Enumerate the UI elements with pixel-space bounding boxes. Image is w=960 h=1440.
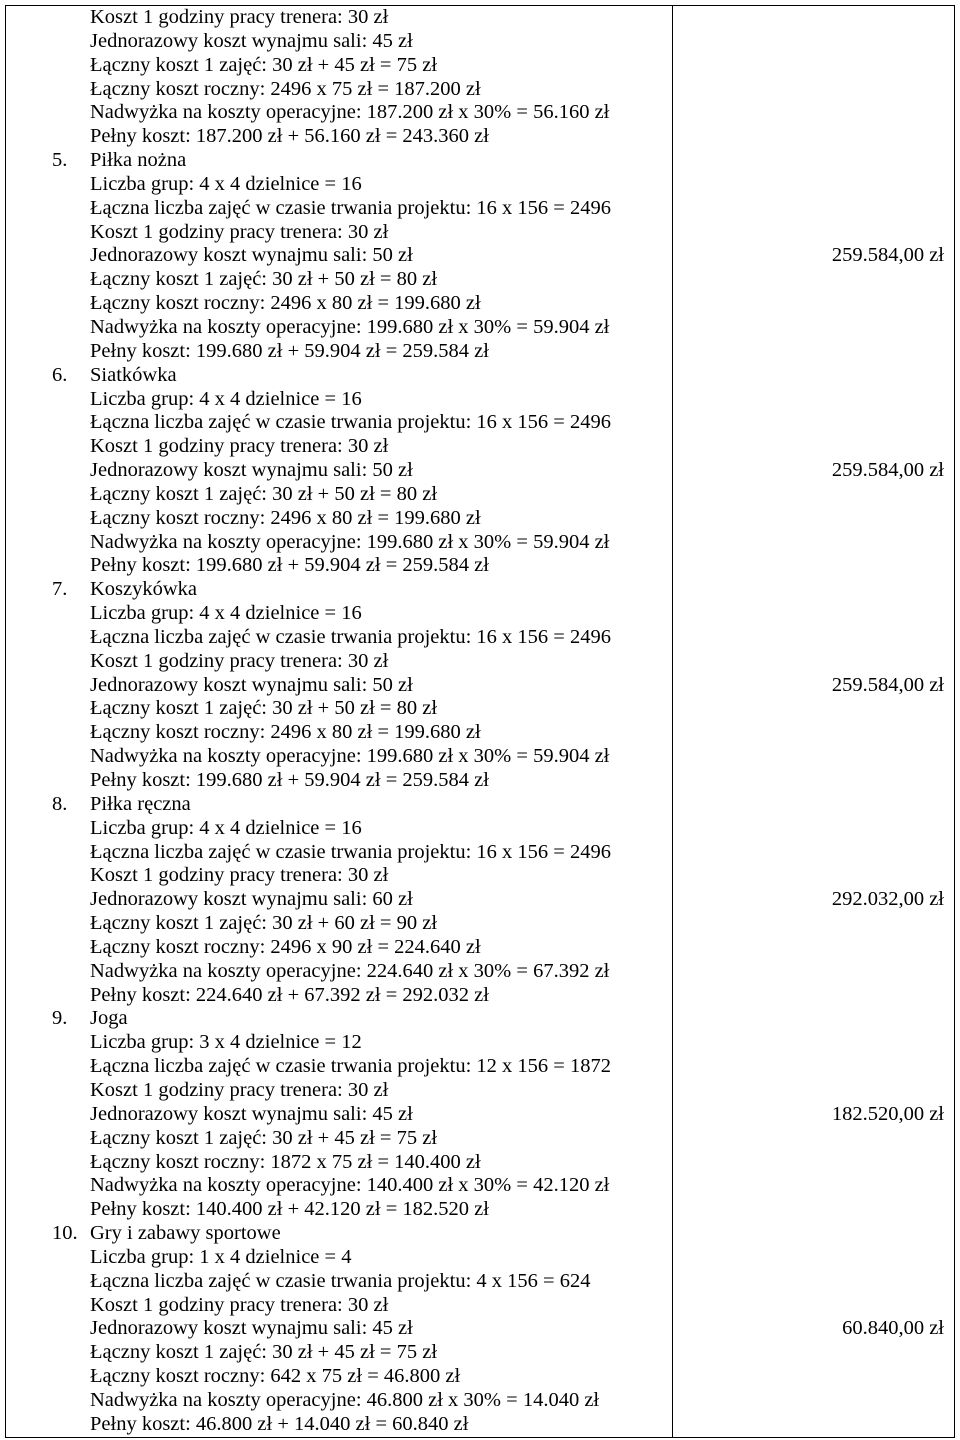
item-number: 10. (52, 1222, 78, 1245)
item-title: Gry i zabawy sportowe (90, 1222, 281, 1245)
calc-line: Jednorazowy koszt wynajmu sali: 45 zł (90, 1317, 413, 1340)
item-number: 8. (52, 792, 68, 815)
calc-line: Łączny koszt roczny: 642 x 75 zł = 46.800 zł (90, 1365, 461, 1388)
item-heading (6, 364, 672, 388)
calc-line: Nadwyżka na koszty operacyjne: 199.680 zł x 30% = 59.904 zł (90, 315, 610, 338)
calc-line: Liczba grup: 4 x 4 dzielnice = 16 (90, 816, 362, 839)
calc-line: Łączny koszt roczny: 2496 x 75 zł = 187.200 zł (90, 77, 481, 100)
item-title: Piłka nożna (90, 149, 187, 172)
calc-line: Pełny koszt: 46.800 zł + 14.040 zł = 60.840 zł (90, 1412, 469, 1435)
calc-line: Łączna liczba zajęć w czasie trwania projektu: 16 x 156 = 2496 (90, 840, 611, 863)
amount-cell (673, 149, 954, 364)
cost-item (6, 793, 954, 1008)
calc-line: Pełny koszt: 199.680 zł + 59.904 zł = 259.584 zł (90, 554, 489, 577)
calc-line: Pełny koszt: 199.680 zł + 59.904 zł = 259.584 zł (90, 339, 489, 362)
calc-line: Pełny koszt: 140.400 zł + 42.120 zł = 182.520 zł (90, 1198, 489, 1221)
description-cell (6, 1222, 673, 1437)
calc-line: Łączna liczba zajęć w czasie trwania projektu: 4 x 156 = 624 (90, 1269, 591, 1292)
calc-line: Nadwyżka na koszty operacyjne: 140.400 zł x 30% = 42.120 zł (90, 1174, 610, 1197)
calc-line: Nadwyżka na koszty operacyjne: 46.800 zł x 30% = 14.040 zł (90, 1388, 600, 1411)
calc-line: Łączny koszt 1 zajęć: 30 zł + 60 zł = 90 zł (90, 912, 438, 935)
calc-line: Łączny koszt roczny: 1872 x 75 zł = 140.400 zł (90, 1150, 481, 1173)
amount-cell (673, 364, 954, 579)
calc-line: Łączny koszt roczny: 2496 x 80 zł = 199.680 zł (90, 721, 481, 744)
item-heading (6, 1007, 672, 1031)
description-cell (6, 1007, 673, 1222)
item-number: 5. (52, 149, 68, 172)
calc-line: Liczba grup: 4 x 4 dzielnice = 16 (90, 172, 362, 195)
item-amount: 259.584,00 zł (831, 244, 944, 267)
item-amount: 182.520,00 zł (831, 1102, 944, 1125)
description-cell (6, 149, 673, 364)
calc-line: Łączny koszt roczny: 2496 x 80 zł = 199.680 zł (90, 506, 481, 529)
item-amount: 259.584,00 zł (831, 673, 944, 696)
calc-line: Łączny koszt 1 zajęć: 30 zł + 50 zł = 80 zł (90, 697, 438, 720)
calc-line: Łączna liczba zajęć w czasie trwania projektu: 16 x 156 = 2496 (90, 196, 611, 219)
calc-line: Jednorazowy koszt wynajmu sali: 60 zł (90, 888, 413, 911)
item-title: Piłka ręczna (90, 792, 191, 815)
calc-line: Pełny koszt: 187.200 zł + 56.160 zł = 243.360 zł (90, 125, 489, 148)
cost-item (6, 578, 954, 793)
item-number: 7. (52, 578, 68, 601)
description-cell (6, 364, 673, 579)
item-amount: 60.840,00 zł (842, 1317, 944, 1340)
cost-item (6, 1007, 954, 1222)
item-heading (6, 578, 672, 602)
calc-line: Łączny koszt roczny: 2496 x 80 zł = 199.680 zł (90, 292, 481, 315)
description-cell (6, 578, 673, 793)
calc-line: Łączny koszt 1 zajęć: 30 zł + 50 zł = 80 zł (90, 482, 438, 505)
calc-line: Łączny koszt 1 zajęć: 30 zł + 50 zł = 80 zł (90, 268, 438, 291)
calc-line: Koszt 1 godziny pracy trenera: 30 zł (90, 1293, 389, 1316)
calc-line: Liczba grup: 4 x 4 dzielnice = 16 (90, 387, 362, 410)
calc-line: Koszt 1 godziny pracy trenera: 30 zł (90, 1078, 389, 1101)
description-cell (6, 793, 673, 1008)
calc-line: Łączny koszt 1 zajęć: 30 zł + 45 zł = 75 zł (90, 1341, 438, 1364)
calc-line: Jednorazowy koszt wynajmu sali: 45 zł (90, 1102, 413, 1125)
calc-line: Liczba grup: 1 x 4 dzielnice = 4 (90, 1245, 352, 1268)
item-heading (6, 793, 672, 817)
calc-line: Liczba grup: 4 x 4 dzielnice = 16 (90, 602, 362, 625)
amount-cell (673, 6, 954, 149)
calc-line: Jednorazowy koszt wynajmu sali: 50 zł (90, 244, 413, 267)
calc-line: Koszt 1 godziny pracy trenera: 30 zł (90, 649, 389, 672)
cost-table (5, 5, 955, 1438)
calc-line: Nadwyżka na koszty operacyjne: 199.680 zł x 30% = 59.904 zł (90, 745, 610, 768)
calc-line: Nadwyżka na koszty operacyjne: 187.200 zł x 30% = 56.160 zł (90, 101, 610, 124)
amount-cell (673, 578, 954, 793)
calc-line: Jednorazowy koszt wynajmu sali: 50 zł (90, 459, 413, 482)
calc-line: Łączna liczba zajęć w czasie trwania projektu: 16 x 156 = 2496 (90, 411, 611, 434)
description-cell (6, 6, 673, 149)
calc-line: Łączny koszt 1 zajęć: 30 zł + 45 zł = 75 zł (90, 53, 438, 76)
calc-line: Koszt 1 godziny pracy trenera: 30 zł (90, 435, 389, 458)
calc-line: Jednorazowy koszt wynajmu sali: 50 zł (90, 673, 413, 696)
cost-item (6, 149, 954, 364)
item-title: Koszykówka (90, 578, 198, 601)
item-amount: 259.584,00 zł (831, 459, 944, 482)
item-heading (6, 1222, 672, 1246)
calc-line: Jednorazowy koszt wynajmu sali: 45 zł (90, 29, 413, 52)
calc-line: Nadwyżka na koszty operacyjne: 224.640 zł x 30% = 67.392 zł (90, 959, 610, 982)
item-number: 9. (52, 1007, 68, 1030)
amount-cell (673, 1222, 954, 1437)
calc-line: Nadwyżka na koszty operacyjne: 199.680 zł x 30% = 59.904 zł (90, 530, 610, 553)
calc-line: Łączny koszt roczny: 2496 x 90 zł = 224.640 zł (90, 935, 481, 958)
item-heading (6, 149, 672, 173)
calc-line: Pełny koszt: 199.680 zł + 59.904 zł = 259.584 zł (90, 769, 489, 791)
cost-item-continuation (6, 6, 954, 149)
calc-line: Łączna liczba zajęć w czasie trwania projektu: 12 x 156 = 1872 (90, 1055, 611, 1078)
calc-line: Łączna liczba zajęć w czasie trwania projektu: 16 x 156 = 2496 (90, 625, 611, 648)
item-title: Siatkówka (90, 363, 177, 386)
calc-line: Koszt 1 godziny pracy trenera: 30 zł (90, 220, 389, 243)
amount-cell (673, 1007, 954, 1222)
cost-item (6, 1222, 954, 1437)
cost-item (6, 364, 954, 579)
calc-line: Koszt 1 godziny pracy trenera: 30 zł (90, 6, 389, 28)
item-amount: 292.032,00 zł (831, 888, 944, 911)
calc-line: Łączny koszt 1 zajęć: 30 zł + 45 zł = 75 zł (90, 1126, 438, 1149)
calc-line: Pełny koszt: 224.640 zł + 67.392 zł = 292.032 zł (90, 983, 489, 1006)
item-title: Joga (90, 1007, 128, 1030)
item-number: 6. (52, 363, 68, 386)
calc-line: Koszt 1 godziny pracy trenera: 30 zł (90, 864, 389, 887)
calc-line: Liczba grup: 3 x 4 dzielnice = 12 (90, 1031, 362, 1054)
amount-cell (673, 793, 954, 1008)
